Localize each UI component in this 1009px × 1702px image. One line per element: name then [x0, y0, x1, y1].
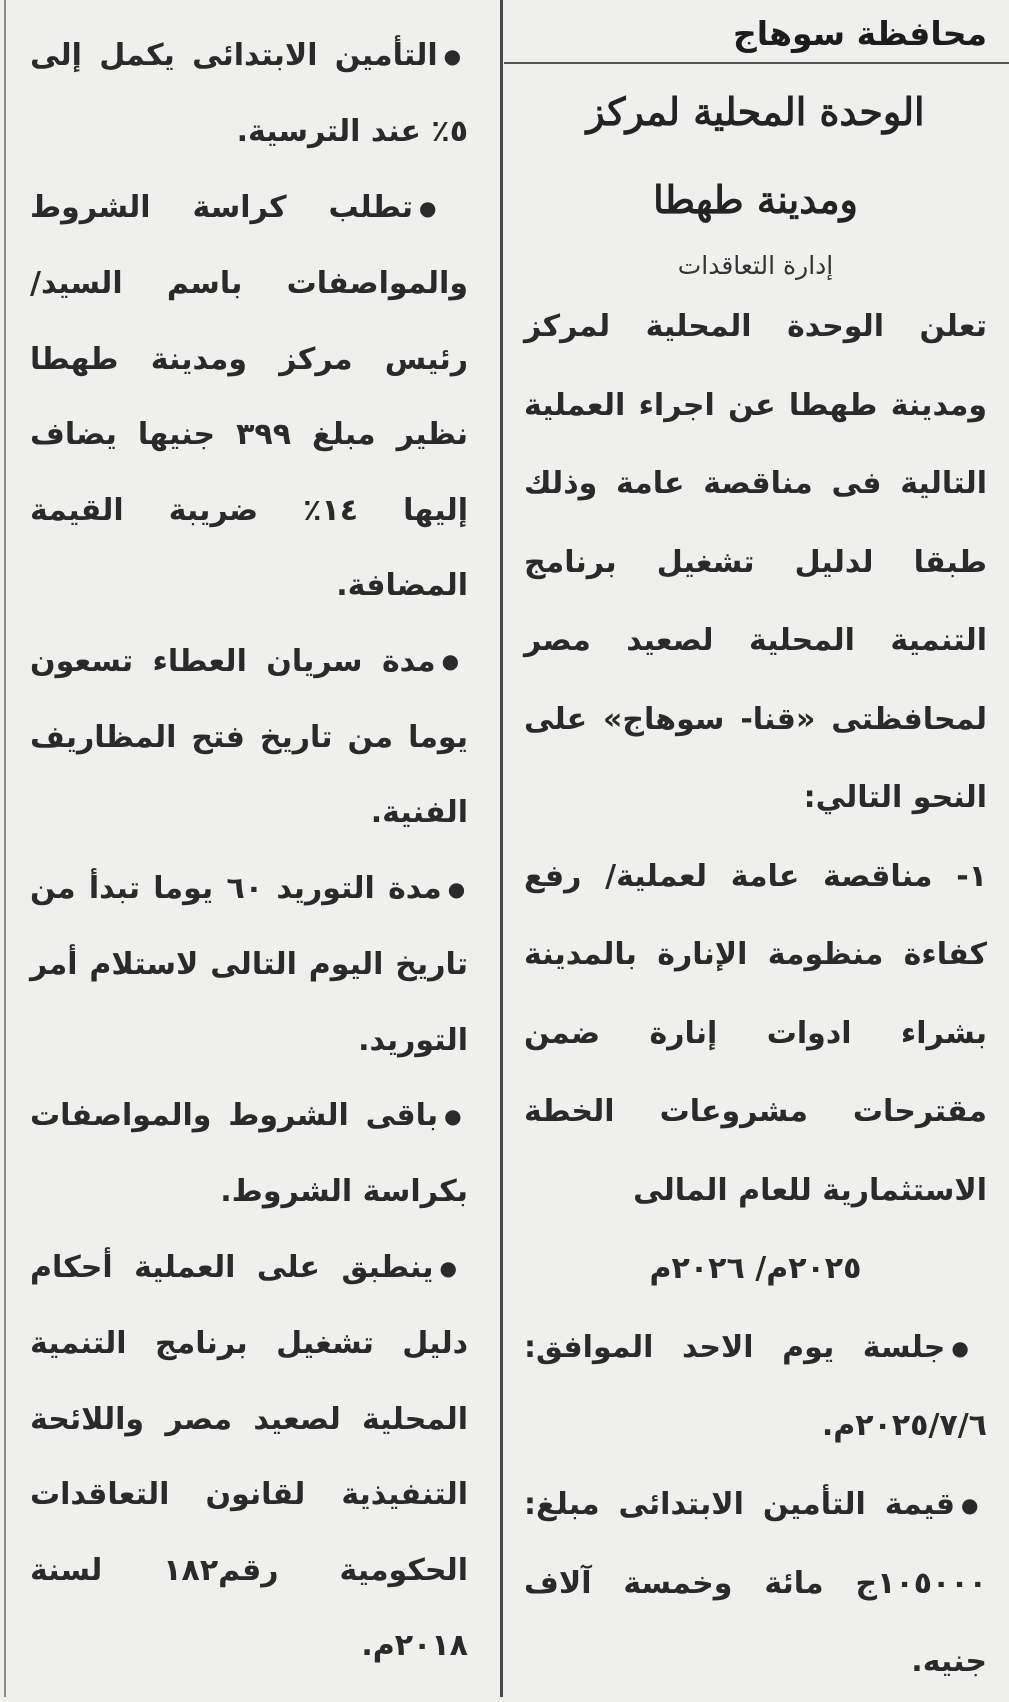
tender-item-1: ١- مناقصة عامة لعملية/ رفع كفاءة منظومة الإنارة بالمدينة بشراء ادوات إنارة ضمن مقترحات مشروعات الخطة الاستثمارية للعام المالى — [524, 858, 987, 1208]
title-line-2: ومدينة طهطا — [653, 177, 858, 222]
insurance-completion: ● التأمين الابتدائى يكمل إلى ٥٪ عند الترسية. — [30, 18, 468, 170]
governorate-header: محافظة سوهاج — [504, 0, 1009, 64]
insurance-value: ● قيمة التأمين الابتدائى مبلغ: ١٠٥٠٠٠ج مائة وخمسة آلاف جنيه. — [524, 1466, 987, 1702]
fiscal-year: ٢٠٢٥م/ ٢٠٢٦م — [649, 1251, 862, 1286]
title-line-1: الوحدة المحلية لمركز — [586, 89, 925, 134]
applicable-rules: ● ينطبق على العملية أحكام دليل تشغيل برنامج التنمية المحلية لصعيد مصر واللائحة التنفيذية لقانون التعاقدات الحكومية رقم١٨٢ لسنة ٢٠١٨م. — [30, 1230, 468, 1684]
left-column — [0, 0, 496, 1697]
supply-period: ● مدة التوريد ٦٠ يوما تبدأ من تاريخ اليوم التالى لاستلام أمر التوريد. — [30, 851, 468, 1078]
session-date: ● جلسة يوم الاحد الموافق: ٢٠٢٥/٧/٦م. — [524, 1309, 987, 1466]
remaining-conditions: ● باقى الشروط والمواصفات بكراسة الشروط. — [30, 1078, 468, 1230]
column-divider — [500, 0, 503, 1697]
conditions-booklet: ● تطلب كراسة الشروط والمواصفات باسم السيد/ رئيس مركز ومدينة طهطا نظير مبلغ ٣٩٩ جنيها يضاف إليها ١٤٪ ضريبة القيمة المضافة. — [30, 170, 468, 624]
announcement-intro: تعلن الوحدة المحلية لمركز ومدينة طهطا عن اجراء العملية التالية فى مناقصة عامة وذلك طبقا لدليل تشغيل برنامج التنمية المحلية لصعيد مصر لمحافظتى «قنا- سوهاج» على النحو التالي: — [524, 309, 987, 815]
right-column — [504, 0, 1009, 1697]
bid-validity: ● مدة سريان العطاء تسعون يوما من تاريخ فتح المظاريف الفنية. — [30, 624, 468, 851]
department-subtitle: إدارة التعاقدات — [677, 251, 834, 280]
